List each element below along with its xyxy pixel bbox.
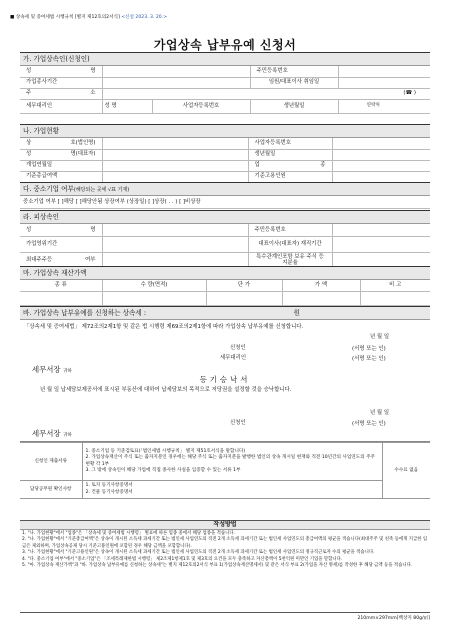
decedent-name-label: 성 명 (20, 224, 102, 236)
section-applicant-heading: 가. 가업상속인(신청인) (20, 52, 430, 66)
section-assets-heading: 마. 가업상속 재산가액 (20, 266, 430, 280)
section-sme (20, 182, 430, 209)
section-decedent-heading: 라. 피상속인 (20, 210, 430, 224)
section-sme-heading (20, 182, 430, 196)
instruction-2: 2. "나. 가업현황"에서 "기준총급여액"은 상속이 개시된 소득세 과세기간 또는 법인세 사업연도의 직전 2개 소득세 과세기간 또는 법인세 사업연도의 총급여액의 평균을 적습니다(최대주주 및 친족 등에게 지급한 임금은 제외하며, 가업상속공제 당시 기준고용인원에 포함된 경우 해당 금액을 포함합니다). (22, 537, 428, 549)
section-deferral-heading (20, 306, 430, 320)
agent-birth-label: 생년월일 (250, 99, 338, 113)
assets-cell-price[interactable] (206, 291, 282, 305)
section-deferral (20, 306, 430, 320)
assets-col-value: 가 액 (282, 280, 360, 291)
section-assets (20, 266, 430, 306)
consent-date[interactable]: 년 월 일 (370, 410, 390, 416)
industry-field[interactable] (332, 160, 430, 171)
business-table (20, 138, 430, 183)
decedent-period-field[interactable] (102, 236, 248, 252)
decedent-ceo-period-label: 대표이사(대표자) 재직기간 (248, 236, 332, 252)
verify-list (82, 481, 382, 499)
bizno-field[interactable] (332, 138, 430, 149)
assets-col-price: 단 가 (206, 280, 282, 291)
instruction-3: 3. "나. 가업현황"에서 "기준고용인원"은 상속이 개시된 소득세 과세기간 또는 법인세 사업연도의 직전 2개 소득세 과세기간 또는 법인세 사업연도의 정규직근로자 수의 평균을 적습니다. (22, 550, 375, 556)
base-emp-field[interactable] (332, 171, 430, 182)
decedent-ceo-period-field[interactable] (332, 236, 430, 252)
agent-name-label: 성 명 (102, 99, 152, 113)
instruction-4: 4. "다. 중소기업 여부"에서 "중소기업"은 「조세특례제한법 시행령」 제2조제1항제1호 및 제3호의 요건을 모두 충족하고 자산총액이 5천억원 미만인 기업을 말합니다. (22, 556, 343, 562)
sme-row[interactable]: 중소기업 여부 [ ]해당 [ ]해당안됨 상장여부 (상장일) [ ]상장( . . ) [ ]비상장 (20, 196, 430, 209)
submit-docs-list (82, 443, 382, 481)
assets-table (20, 280, 430, 306)
form-ref-text: ■ 상속세 및 증여세법 시행규칙 [별지 제12호의2서식] (10, 15, 120, 20)
decedent-period-label: 가업영위기간 (20, 236, 102, 252)
submit-doc-1: 1. 중소기업 등 기준검토표(「법인세법 시행규칙」 별지 제51호서식을 말합니다) (85, 448, 246, 454)
applicant-name-label: 성 명 (20, 66, 102, 77)
assets-cell-qty[interactable] (102, 291, 206, 305)
agent-phone-label: 연락처 (338, 99, 430, 113)
open-date-field[interactable] (102, 160, 248, 171)
submit-docs-label: 신청인 제출서류 (20, 443, 82, 481)
base-pay-label: 기준총급여액 (20, 171, 102, 182)
bizno-label: 사업자등록번호 (248, 138, 332, 149)
submit-doc-2: 2. 가업상속재산이 주식 또는 출자지분인 경우에는 해당 주식 또는 출자지분을 발행한 법인의 상속 개시일 현재와 직전 10년간의 사업연도의 주주현황 각 1부 (85, 455, 375, 467)
instructions-heading: 작성방법 (20, 520, 430, 530)
sme-heading-note: (해당되는 곳에 √표 기재) (73, 187, 130, 193)
instructions (20, 520, 430, 570)
tax-office-1-text: 세무서장 (32, 365, 61, 374)
applicant-period-field[interactable] (102, 77, 250, 88)
consent-title: 등기승낙서 (199, 375, 251, 384)
consent-applicant-label: 신청인 (230, 420, 246, 426)
decedent-related-label: 특수관계인포함 보유 주식 등 지분율 (248, 252, 332, 268)
section-business (20, 124, 430, 183)
ceo-field[interactable] (102, 149, 248, 160)
decedent-share-label: 최대주주등 여부 (20, 252, 102, 268)
applicant-position-field[interactable] (338, 77, 430, 88)
assets-cell-note[interactable] (360, 291, 430, 305)
verify-label: 담당공무원 확인사항 (20, 481, 82, 499)
consent-sign-note[interactable]: (서명 또는 인) (352, 421, 386, 427)
company-field[interactable] (102, 138, 248, 149)
decedent-rrn-field[interactable] (332, 224, 430, 236)
assets-col-kind: 종 류 (20, 280, 102, 291)
consent-text: 년 월 일 납세담보제공서에 표시된 부동산에 대하여 납세담보의 목적으로 저당권을 설정할 것을 승낙합니다. (40, 387, 292, 393)
applicant-period-label: 가업종사기간 (20, 77, 102, 88)
submit-doc-3: 3. 그 밖에 상속인이 해당 가업에 직접 종사한 사실을 입증할 수 있는 서류 1부 (85, 467, 241, 473)
verify-item-1: 1. 토지 등기사항증명서 (85, 483, 133, 489)
applicant-sign-label: 신청인 (230, 345, 246, 351)
attachments-box (20, 441, 430, 499)
tax-office-2-text: 세무서장 (32, 429, 61, 438)
sme-heading-text: 다. 중소기업 여부 (23, 185, 74, 193)
section-applicant (20, 52, 430, 114)
deferral-heading-text: 바. 가업상속 납부유예를 신청하는 상속세 : (23, 309, 147, 317)
legal-text: 「상속세 및 증여세법」 제72조의2제1항 및 같은 법 시행령 제69조의2제1항에 따라 가업상속 납부유예를 신청합니다. (24, 324, 304, 330)
company-label: 상 호(법인명) (20, 138, 102, 149)
applicant-phone-mark[interactable]: (☎ ) (102, 88, 430, 99)
section-business-heading: 나. 가업현황 (20, 124, 430, 138)
assets-col-note: 비 고 (360, 280, 430, 291)
instructions-list (20, 530, 430, 570)
deferral-unit: 원 (293, 309, 300, 317)
decedent-name-field[interactable] (102, 224, 248, 236)
assets-col-qty: 수 량(면적) (102, 280, 206, 291)
apply-date[interactable]: 년 월 일 (370, 334, 390, 340)
amend-note: <신설 2023. 3. 20.> (121, 15, 168, 20)
applicant-address-label: 주 소 (20, 88, 102, 99)
fee-label: 수수료 없음 (382, 443, 430, 499)
form-title: 가업상속 납부유예 신청서 (153, 38, 297, 52)
decedent-table (20, 224, 430, 269)
agent-sign-label: 세무대리인 (220, 355, 247, 361)
applicant-rrn-label: 주민등록번호 (250, 66, 338, 77)
open-date-label: 개업연월일 (20, 160, 102, 171)
assets-cell-value[interactable] (282, 291, 360, 305)
agent-sign-note[interactable]: (서명 또는 인) (352, 356, 386, 362)
applicant-position-label: 임원/대표이사 취임일 (250, 77, 338, 88)
attachments-table (20, 442, 430, 499)
assets-cell-kind[interactable] (20, 291, 102, 305)
applicant-sign-note[interactable]: (서명 또는 인) (352, 346, 386, 352)
paper-spec: 210mm×297mm[백상지 80g/㎡] (357, 616, 430, 621)
form-reference (10, 14, 167, 20)
instruction-1: 1. "나. 가업현황"에서 "업종"은 「상속세 및 증여세법 시행령」 별표에 따른 업종 중에서 해당 업종을 적습니다. (22, 531, 236, 536)
base-emp-label: 기준고용인원 (248, 171, 332, 182)
verify-item-2: 2. 건물 등기사항증명서 (85, 489, 133, 495)
ceo-birth-label: 생년월일 (248, 149, 332, 160)
agent-label: 세무대리인 (20, 99, 102, 113)
section-decedent (20, 210, 430, 269)
agent-bizno-label: 사업자등록번호 (152, 99, 250, 113)
decedent-rrn-label: 주민등록번호 (248, 224, 332, 236)
ceo-birth-field[interactable] (332, 149, 430, 160)
ceo-label: 성 명(대표자) (20, 149, 102, 160)
instruction-5: 5. "마. 가업상속 재산가액"과 "바. 가업상속 납부유예를 신청하는 상속세"는 별지 제12호의2서식 부표 1(가업상속재산명세서) 및 같은 서식 부표 2(가업을 자산 명세)를 작성한 후 해당 금액 등을 적습니다. (22, 563, 413, 569)
tax-office-2 (32, 428, 72, 439)
industry-label: 업 종 (248, 160, 332, 171)
tax-office-1-honor: 귀하 (62, 369, 72, 374)
bottom-rule (20, 612, 430, 613)
applicant-table (20, 66, 430, 114)
tax-office-2-honor: 귀하 (62, 433, 72, 438)
applicant-rrn-field[interactable] (338, 66, 430, 77)
applicant-name-field[interactable] (102, 66, 250, 77)
base-pay-field[interactable] (102, 171, 248, 182)
